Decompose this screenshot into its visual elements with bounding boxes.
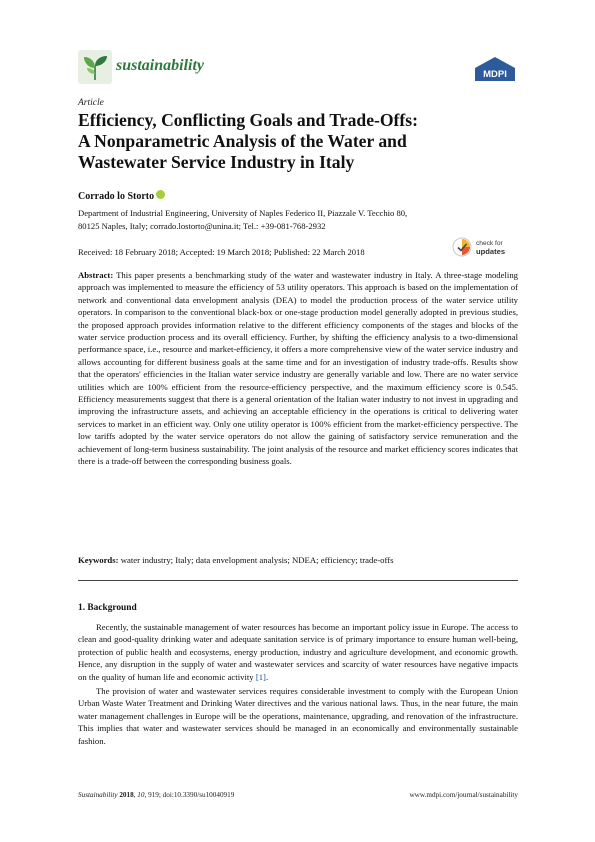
publication-history: Received: 18 February 2018; Accepted: 19 March 2018; Published: 22 March 2018 [78,247,365,257]
mdpi-logo-icon [473,56,517,82]
footer-citation: Sustainability 2018, 10, 919; doi:10.3390/su10040919 [78,791,235,799]
section-divider [78,580,518,581]
keywords-text: water industry; Italy; data envelopment analysis; NDEA; efficiency; trade-offs [120,555,394,565]
orcid-icon[interactable] [156,190,165,199]
paragraph [78,621,518,683]
check-updates-line1: check for [476,240,503,247]
author-name: Corrado lo Storto [78,191,155,202]
author-line [78,190,165,202]
footer-url[interactable]: www.mdpi.com/journal/sustainability [409,791,518,799]
abstract-label: Abstract: [78,270,114,280]
sustainability-logo-icon [78,50,112,84]
journal-header [78,50,528,84]
publisher-name: MDPI [483,69,507,80]
keywords-label: Keywords: [78,555,119,565]
check-updates-icon [452,237,472,257]
abstract-text: This paper presents a benchmarking study of the water and wastewater industry in Italy. A three-stage modeling approach was implemented to measure the efficiency of 53 utility operators. This approach is based on the implementation of network and conventional data envelopment analysis (DEA) to model the production process of the water service utility operators. In comparison to the conventional black-box or one-stage production model generally adopted in previous studies, the proposed approach provides information relative to the different efficiency components of the stages and blocks of the water service production process and its overall efficiency. Further, by shifting the efficiency analysis to a two-dimensional performance space, i.e., resource and market-efficiency, it offers a more comprehensive view of the water service industry and allows accounting for different business goals at the same time and for an investigation of industry trade-offs. Results show that the operators' efficiencies in the Italian water service industry are generally variable and low. There are no water service utilities which are 100% efficient from the resource-efficiency perspective, and the maximum efficiency score is 0.545. Efficiency measurements suggest that there is a general orientation of the Italian water industry to not invest in upgrading and improving the infrastructure assets, and achieving an acceptable efficiency in the operations is critical to delivering water services to market in an efficient way. Only one utility operator is 100% efficient from the market-efficiency perspective. The low tariffs adopted by the water service operators do not allow the gaining of satisfactory service remuneration and the achievement of long-term business sustainability. The joint analysis of the resource and market efficiency scores indicates that there is a trade-off between the corresponding business goals. [78,270,519,467]
paragraph-text: . [265,671,269,682]
abstract [78,269,518,468]
title-line: Efficiency, Conflicting Goals and Trade-Offs: [78,110,418,130]
journal-name: sustainability [116,57,205,74]
check-updates-line2: updates [476,246,506,256]
footer-volume: 10 [137,791,145,799]
footer-year: 2018 [119,791,134,799]
affiliation [78,207,518,233]
citation-link[interactable]: [1] [255,671,266,682]
affiliation-line: 80125 Naples, Italy; corrado.lostorto@unina.it; Tel.: +39-081-768-2932 [78,221,326,231]
affiliation-line: Department of Industrial Engineering, University of Naples Federico II, Piazzale V. Tecchio 80, [78,208,408,218]
paragraph-text: Recently, the sustainable management of water resources has become an important policy issue in Europe. The access to clean and good-quality drinking water and adequate sanitation service is of primary importance to ensure human well-being, protection of public health and ecosystems, energy production, industry and agriculture development, and economic growth. Hence, any disruption in the supply of water and wastewater services and scarcity of water resources have negative impacts on the quality of human life and economic activity [78,622,518,682]
footer-doi: , 919; doi:10.3390/su10040919 [144,791,235,799]
footer-journal: Sustainability [78,791,118,799]
title-line: A Nonparametric Analysis of the Water and [78,131,407,151]
paragraph: The provision of water and wastewater services requires considerable investment to comply with the European Union Urban Waste Water Treatment and Drinking Water directives and the various national laws. Thus, in the near future, the main water management challenges in Europe will be the operations, maintenance, upgrading, and renovation of the infrastructure. This implies that water and wastewater services should be managed in an economically and environmentally sustainable fashion. [78,686,518,746]
keywords [78,555,518,565]
article-type: Article [78,98,104,108]
check-for-updates-button[interactable] [452,237,522,259]
check-updates-label [476,240,505,255]
title-line: Wastewater Service Industry in Italy [78,152,355,172]
section-heading: 1. Background [78,603,137,613]
body-text [78,621,518,747]
page-title [78,110,518,173]
